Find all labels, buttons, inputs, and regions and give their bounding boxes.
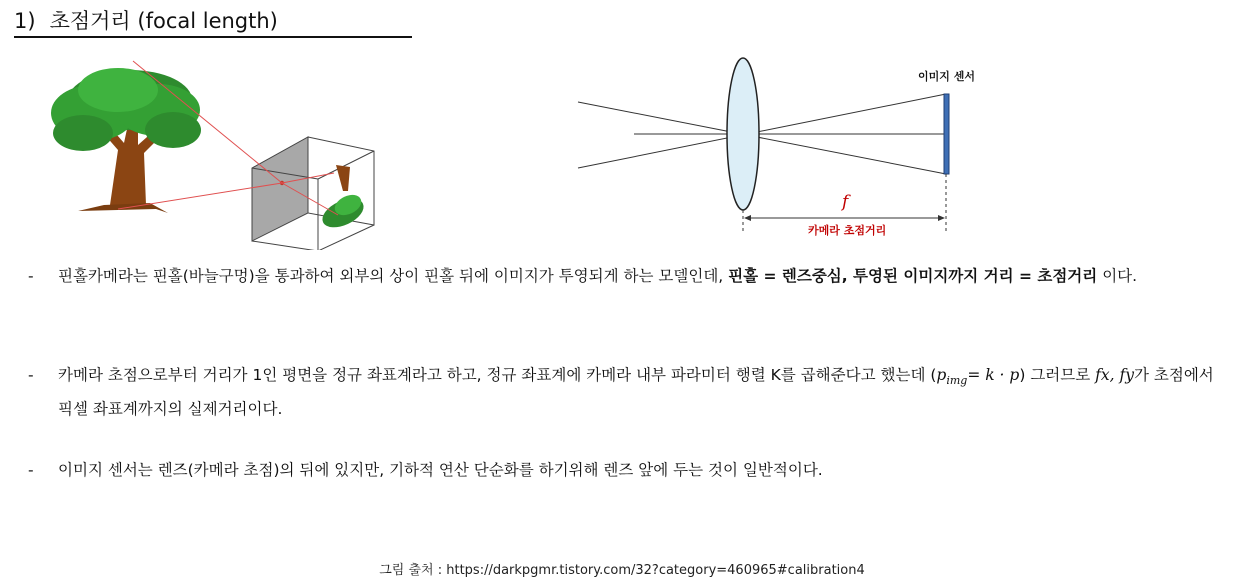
math-focal-symbols: fx, fy (1095, 366, 1134, 384)
math-symbol: p (936, 366, 947, 384)
ray-upper (578, 102, 946, 174)
bullet-item (28, 361, 1218, 424)
bullet-text-part: 이다. (1097, 267, 1138, 285)
bullet-text (58, 262, 1218, 291)
bullet-item (28, 456, 1218, 485)
bullet-item (28, 262, 1218, 291)
pinhole-camera-illustration (38, 55, 383, 250)
tree (51, 68, 201, 213)
bullet-text-part: 카메라 초점으로부터 거리가 1인 평면을 정규 좌표계라고 하고, 정규 좌표계에 카메라 내부 파라미터 행렬 K를 곱해준다고 했는데 ( (58, 366, 937, 384)
bullet-text (58, 456, 1218, 485)
bullet-dash: - (28, 366, 34, 384)
focal-symbol: f (842, 192, 849, 212)
bullet-bold-text: 핀홀 = 렌즈중심, 투영된 이미지까지 거리 = 초점거리 (728, 267, 1098, 285)
bullet-dash: - (28, 461, 34, 479)
bullet-text-part: 이미지 센서는 렌즈(카메라 초점)의 뒤에 있지만, 기하적 연산 단순화를 하기위해 렌즈 앞에 두는 것이 일반적이다. (58, 461, 823, 479)
section-number: 1) (14, 9, 36, 33)
camera-box (252, 137, 374, 250)
lens-diagram (572, 52, 992, 242)
focal-length-label: 카메라 초점거리 (808, 224, 887, 237)
math-subscript: img (946, 374, 968, 388)
lens (727, 58, 759, 210)
section-title-text: 초점거리 (focal length) (49, 9, 278, 33)
bullet-text-part: ) 그러므로 (1019, 366, 1096, 384)
bullet-dash: - (28, 267, 34, 285)
section-title (14, 6, 412, 38)
math-expression (936, 366, 1020, 388)
math-symbol: = k · p (967, 366, 1020, 384)
image-source-caption: 그림 출처 : https://darkpgmr.tistory.com/32?category=460965#calibration4 (379, 563, 865, 578)
image-sensor (944, 94, 949, 174)
ray-lower (578, 94, 946, 168)
bullet-text-part: 핀홀카메라는 핀홀(바늘구멍)을 통과하여 외부의 상이 핀홀 뒤에 이미지가 투영되게 하는 모델인데, (58, 267, 729, 285)
bullet-text-part: 가 초점에서 픽셀 좌표계까지의 실제거리이다. (58, 366, 1214, 419)
sensor-label: 이미지 센서 (918, 70, 975, 83)
bullet-text (58, 361, 1218, 424)
